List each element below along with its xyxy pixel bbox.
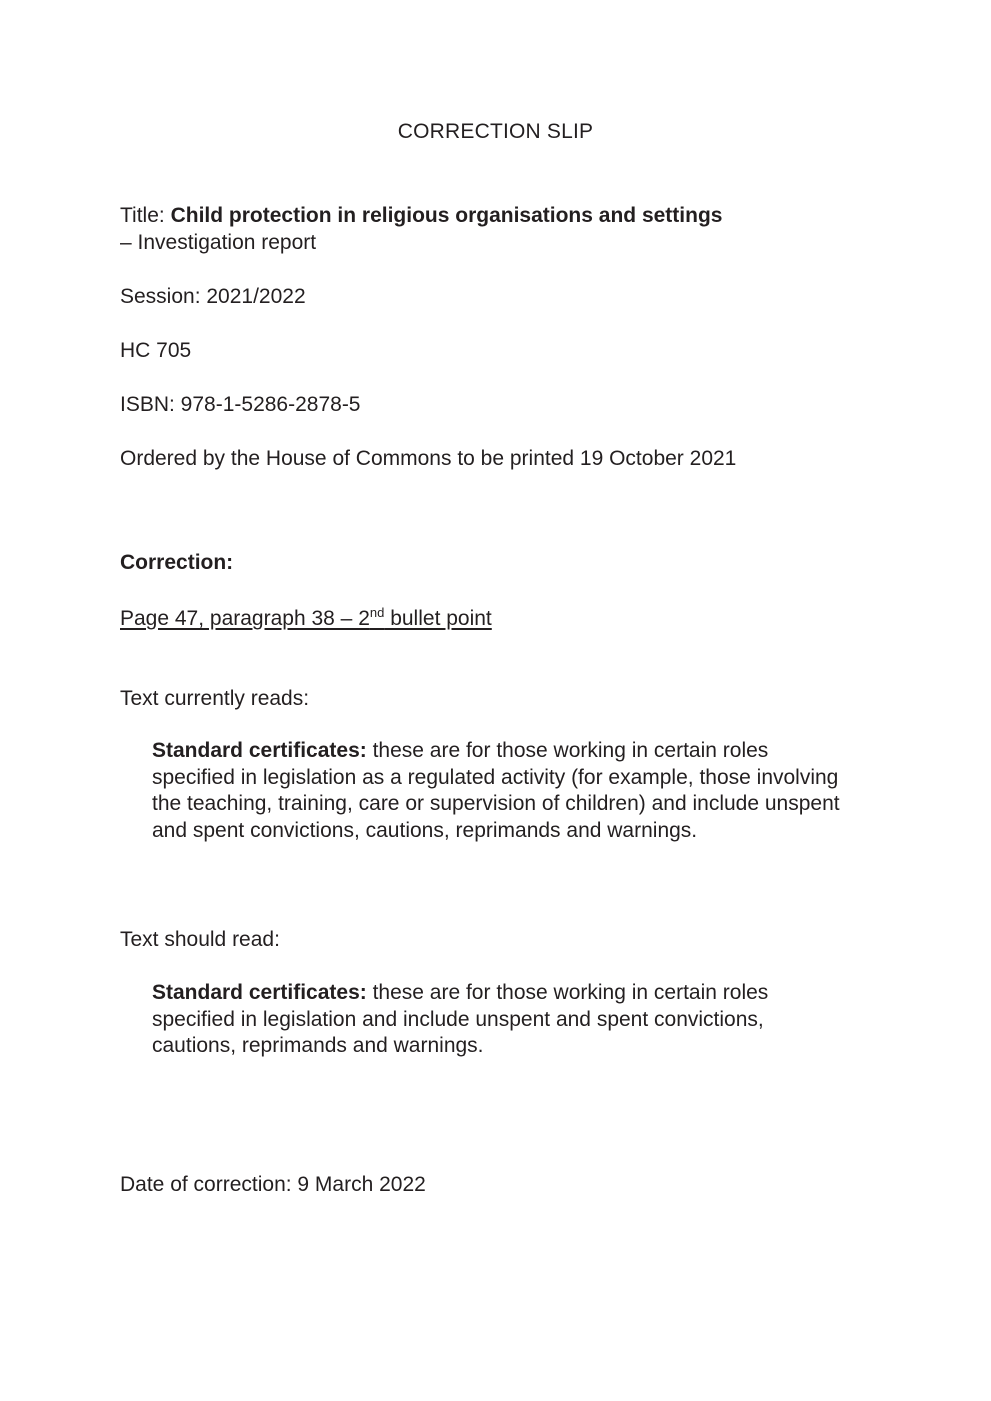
should-text-lead: Text should read:: [120, 928, 280, 951]
title-label: Title:: [120, 204, 165, 227]
ordered-by-line: Ordered by the House of Commons to be printed 19 October 2021: [120, 447, 737, 470]
current-quote-body: these are for those working in certain roles specified in legislation as a regulated activity (for example, those involving the teaching, training, care or supervision of children) and include unspent and spent convictions, cautions, reprimands and warnings.: [152, 739, 840, 842]
current-quote-term: Standard certificates:: [152, 739, 367, 762]
isbn-line: ISBN: 978-1-5286-2878-5: [120, 393, 361, 416]
date-of-correction: Date of correction: 9 March 2022: [120, 1173, 426, 1196]
report-title-line: [120, 202, 860, 256]
should-text-quote: [152, 980, 852, 1060]
page-title: CORRECTION SLIP: [397, 120, 594, 143]
should-quote-body: these are for those working in certain roles specified in legislation and include unspent and spent convictions, cautions, reprimands and warnings.: [152, 981, 769, 1057]
report-subtitle: – Investigation report: [120, 231, 317, 254]
reference-ordinal-suffix: nd: [369, 605, 385, 620]
reference-suffix: bullet point: [384, 607, 492, 630]
correction-reference: [120, 605, 860, 632]
hc-number-line: HC 705: [120, 339, 192, 362]
should-quote-term: Standard certificates:: [152, 981, 367, 1004]
current-text-lead: Text currently reads:: [120, 687, 310, 710]
correction-heading: Correction:: [120, 551, 234, 574]
current-text-quote: [152, 738, 852, 844]
reference-text: [120, 607, 492, 630]
reference-prefix: Page 47, paragraph 38 – 2: [120, 607, 370, 630]
report-title: Child protection in religious organisations and settings: [170, 204, 723, 227]
session-line: Session: 2021/2022: [120, 285, 306, 308]
